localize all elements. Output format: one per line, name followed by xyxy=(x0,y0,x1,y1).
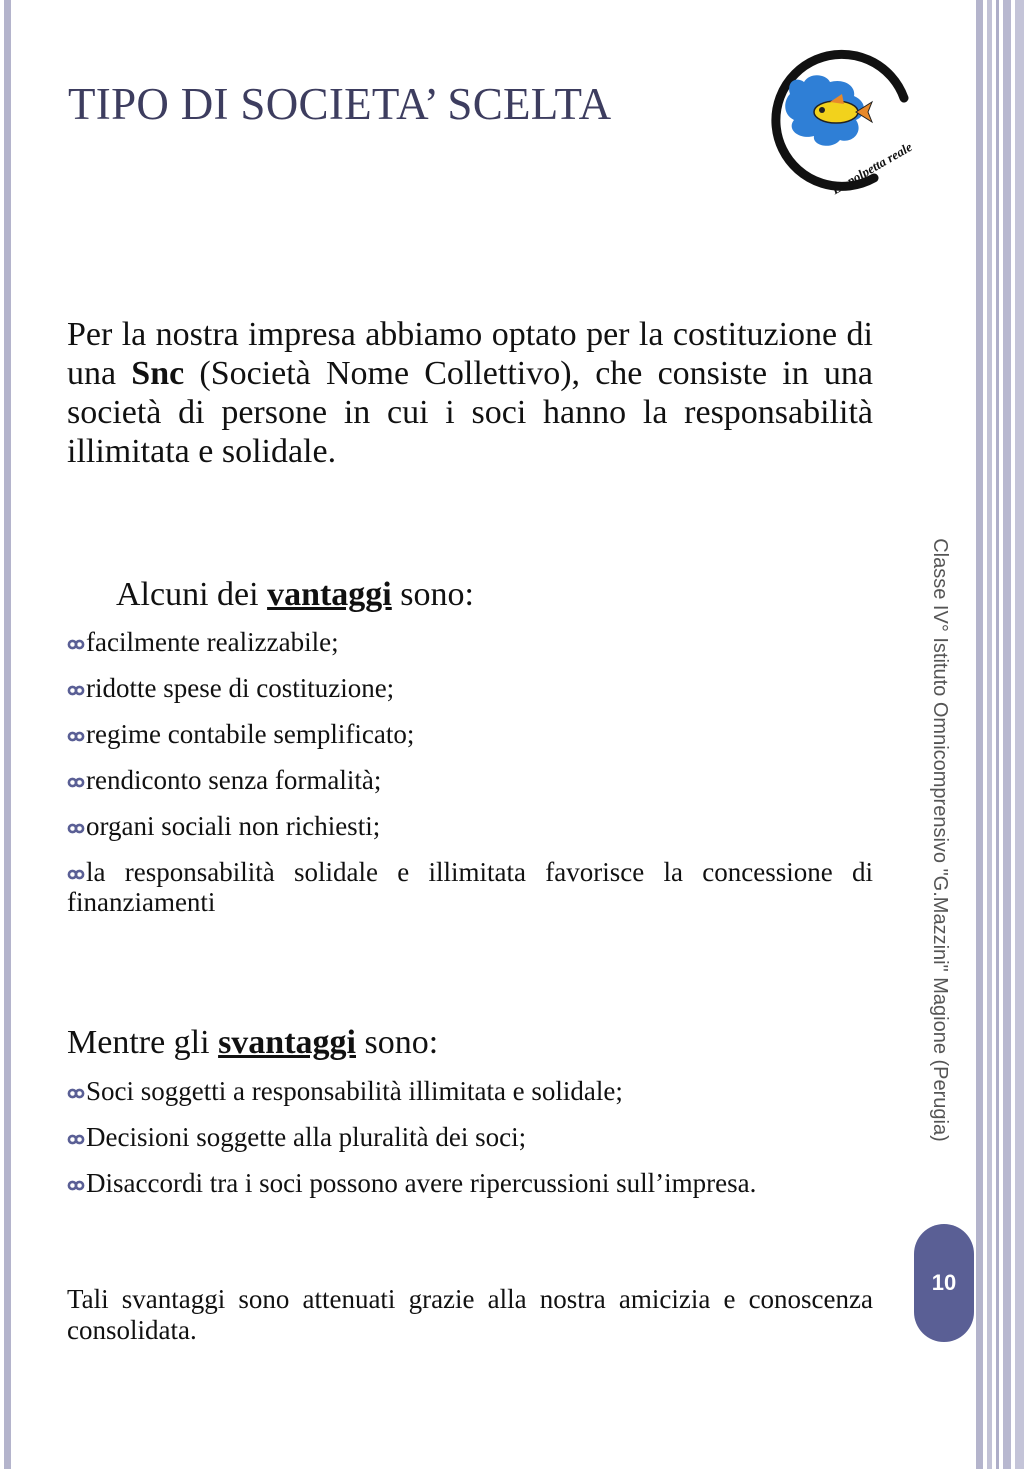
list-item-text: Decisioni soggette alla pluralità dei soci; xyxy=(86,1122,527,1152)
double-ring-bullet-icon xyxy=(67,1178,85,1193)
right-border-band xyxy=(976,0,1024,1469)
vantaggi-heading-suffix: sono: xyxy=(391,576,474,613)
list-item-text: Disaccordi tra i soci possono avere ripercussioni sull’impresa. xyxy=(86,1168,757,1198)
list-item xyxy=(67,627,873,657)
vantaggi-list xyxy=(67,627,873,933)
list-item xyxy=(67,1076,873,1106)
svantaggi-heading xyxy=(67,1023,438,1063)
logo-text: La polpetta reale xyxy=(828,139,915,198)
svantaggi-heading-suffix: sono: xyxy=(356,1024,439,1061)
list-item xyxy=(67,673,873,703)
list-item-text: Soci soggetti a responsabilità illimitata e solidale; xyxy=(86,1076,623,1106)
closing-paragraph: Tali svantaggi sono attenuati grazie alla nostra amicizia e conoscenza consolidata. xyxy=(67,1284,873,1345)
double-ring-bullet-icon xyxy=(67,683,85,698)
double-ring-bullet-icon xyxy=(67,821,85,836)
double-ring-bullet-icon xyxy=(67,775,85,790)
double-ring-bullet-icon xyxy=(67,867,85,882)
company-logo xyxy=(756,42,916,198)
list-item xyxy=(67,765,873,795)
svantaggi-heading-keyword: svantaggi xyxy=(218,1024,356,1061)
list-item xyxy=(67,1122,873,1152)
double-ring-bullet-icon xyxy=(67,637,85,652)
intro-bold-term: Snc xyxy=(131,355,185,392)
page-number-badge: 10 xyxy=(914,1224,974,1342)
list-item-text: facilmente realizzabile; xyxy=(86,627,339,657)
left-border-rule xyxy=(4,0,11,1469)
list-item xyxy=(67,1168,873,1198)
vertical-footer: Classe IV° Istituto Omnicomprensivo "G.Mazzini" Magione (Perugia) xyxy=(929,538,951,1142)
svantaggi-list xyxy=(67,1076,873,1214)
intro-text-start: Per la nostra impresa abbiamo optato per la costituzione di una xyxy=(67,316,873,392)
list-item xyxy=(67,719,873,749)
list-item-text: ridotte spese di costituzione; xyxy=(86,673,395,703)
list-item-text: regime contabile semplificato; xyxy=(86,719,415,749)
list-item xyxy=(67,857,873,917)
list-item-text: rendiconto senza formalità; xyxy=(86,765,382,795)
double-ring-bullet-icon xyxy=(67,729,85,744)
intro-text-end: (Società Nome Collettivo), che consiste in una società di persone in cui i soci hanno la responsabilità illimitata e solidale. xyxy=(67,355,873,470)
vantaggi-heading xyxy=(116,575,474,615)
vantaggi-heading-prefix: Alcuni dei xyxy=(116,576,268,613)
slide-title: TIPO DI SOCIETA’ SCELTA xyxy=(68,79,612,129)
double-ring-bullet-icon xyxy=(67,1132,85,1147)
list-item-text: organi sociali non richiesti; xyxy=(86,811,381,841)
vantaggi-heading-keyword: vantaggi xyxy=(267,576,392,613)
svantaggi-heading-prefix: Mentre gli xyxy=(67,1024,219,1061)
double-ring-bullet-icon xyxy=(67,1086,85,1101)
intro-paragraph xyxy=(67,315,873,471)
list-item xyxy=(67,811,873,841)
list-item-text: la responsabilità solidale e illimitata favorisce la concessione di finanziamenti xyxy=(67,857,873,917)
